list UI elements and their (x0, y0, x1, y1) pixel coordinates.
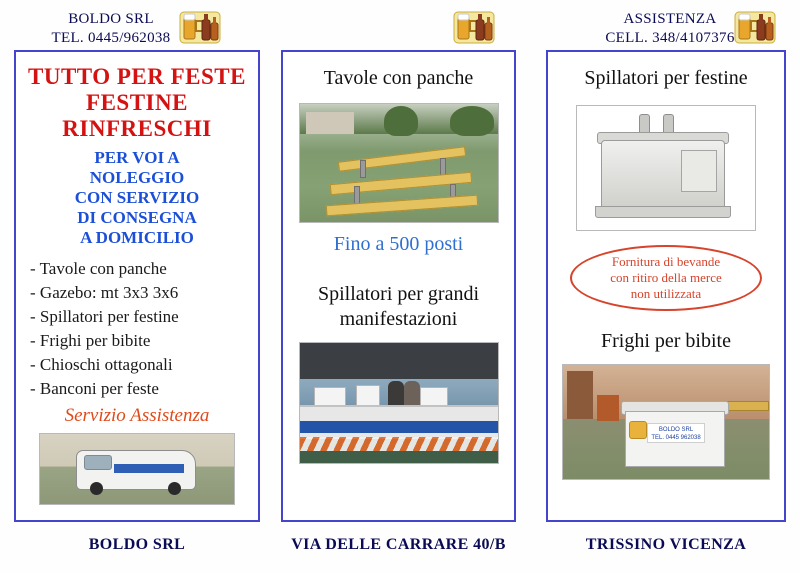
beer-mug-icon (452, 8, 496, 46)
photo-person (388, 381, 404, 407)
table-leg (354, 186, 360, 204)
panel-services-subtitle (16, 148, 258, 248)
event-bar-counter-photo (299, 342, 499, 464)
subtitle-line: A DOMICILIO (80, 228, 194, 247)
fridges-heading: Frighi per bibite (601, 330, 731, 352)
panel-services-title (16, 64, 258, 142)
subtitle-line: CON SERVIZIO (74, 188, 200, 207)
van-decal-stripe (114, 464, 184, 473)
photo-safety-barrier (300, 437, 498, 451)
title-line: RINFRESCHI (62, 116, 212, 141)
list-item: - Tavole con panche (30, 259, 167, 278)
beer-dispenser-photo (576, 105, 756, 231)
heading-line: manifestazioni (339, 308, 458, 330)
page-header (0, 0, 800, 52)
note-line: con ritiro della merce (610, 270, 722, 285)
note-text (600, 254, 732, 302)
footer-city: TRISSINO VICENZA (585, 536, 747, 553)
fridge-label-line: TEL. 0445 962038 (651, 435, 701, 441)
fridge-label-line: BOLDO SRL (658, 427, 694, 433)
drinks-fridge-photo (562, 364, 770, 480)
beer-mug-icon (629, 421, 647, 439)
photo-counter-stripe (300, 421, 498, 433)
bench-leg (360, 160, 366, 178)
header-company-phone: TEL. 0445/962038 (51, 30, 171, 46)
note-line: Fornitura di bevande (611, 254, 721, 269)
photo-tree (384, 106, 418, 136)
services-list (16, 257, 258, 401)
panel-services (14, 50, 260, 522)
beer-mug-icon (733, 8, 777, 46)
footer-address: VIA DELLE CARRARE 40/B (291, 536, 506, 553)
dispenser-control-panel (681, 150, 717, 192)
bench-top (325, 195, 477, 217)
large-events-heading (291, 282, 506, 332)
beverage-supply-note (570, 245, 762, 311)
bench-top (337, 146, 465, 172)
heading-line: Spillatori per grandi (317, 283, 480, 305)
list-item: - Frighi per bibite (30, 331, 151, 350)
panel-tables (281, 50, 516, 522)
subtitle-line: NOLEGGIO (89, 168, 185, 187)
list-item: - Gazebo: mt 3x3 3x6 (30, 283, 179, 302)
photo-building (306, 112, 354, 134)
subtitle-line: DI CONSEGNA (77, 208, 197, 227)
assistance-tagline: Servizio Assistenza (64, 405, 210, 426)
panel-dispensers (546, 50, 786, 522)
tables-heading: Tavole con panche (323, 67, 474, 89)
subtitle-line: PER VOI A (94, 148, 180, 167)
footer-company: BOLDO SRL (88, 536, 186, 553)
photo-tent-roof (300, 343, 498, 379)
photo-tree (450, 106, 494, 136)
photo-door (567, 371, 593, 419)
photo-chair (597, 395, 619, 421)
title-line: FESTINE (86, 90, 188, 115)
header-assistance-label: ASSISTENZA (623, 11, 717, 27)
fridge-label (647, 423, 705, 443)
list-item: - Chioschi ottagonali (30, 355, 173, 374)
van-wheel (90, 482, 103, 495)
capacity-caption: Fino a 500 posti (333, 233, 464, 255)
van-wheel (168, 482, 181, 495)
note-line: non utilizzata (630, 286, 702, 301)
dispensers-heading: Spillatori per festine (584, 67, 748, 89)
delivery-van-photo (39, 433, 235, 505)
header-company-name: BOLDO SRL (68, 11, 154, 27)
header-assistance-phone: CELL. 348/4107376 (605, 30, 735, 46)
tables-and-benches-photo (299, 103, 499, 223)
list-item: - Spillatori per festine (30, 307, 179, 326)
van-window (84, 455, 112, 470)
photo-person (404, 381, 420, 407)
title-line: TUTTO PER FESTE (28, 64, 246, 89)
dispenser-drip-tray (595, 206, 731, 218)
beer-mug-icon (178, 8, 222, 46)
list-item: - Banconi per feste (30, 379, 159, 398)
